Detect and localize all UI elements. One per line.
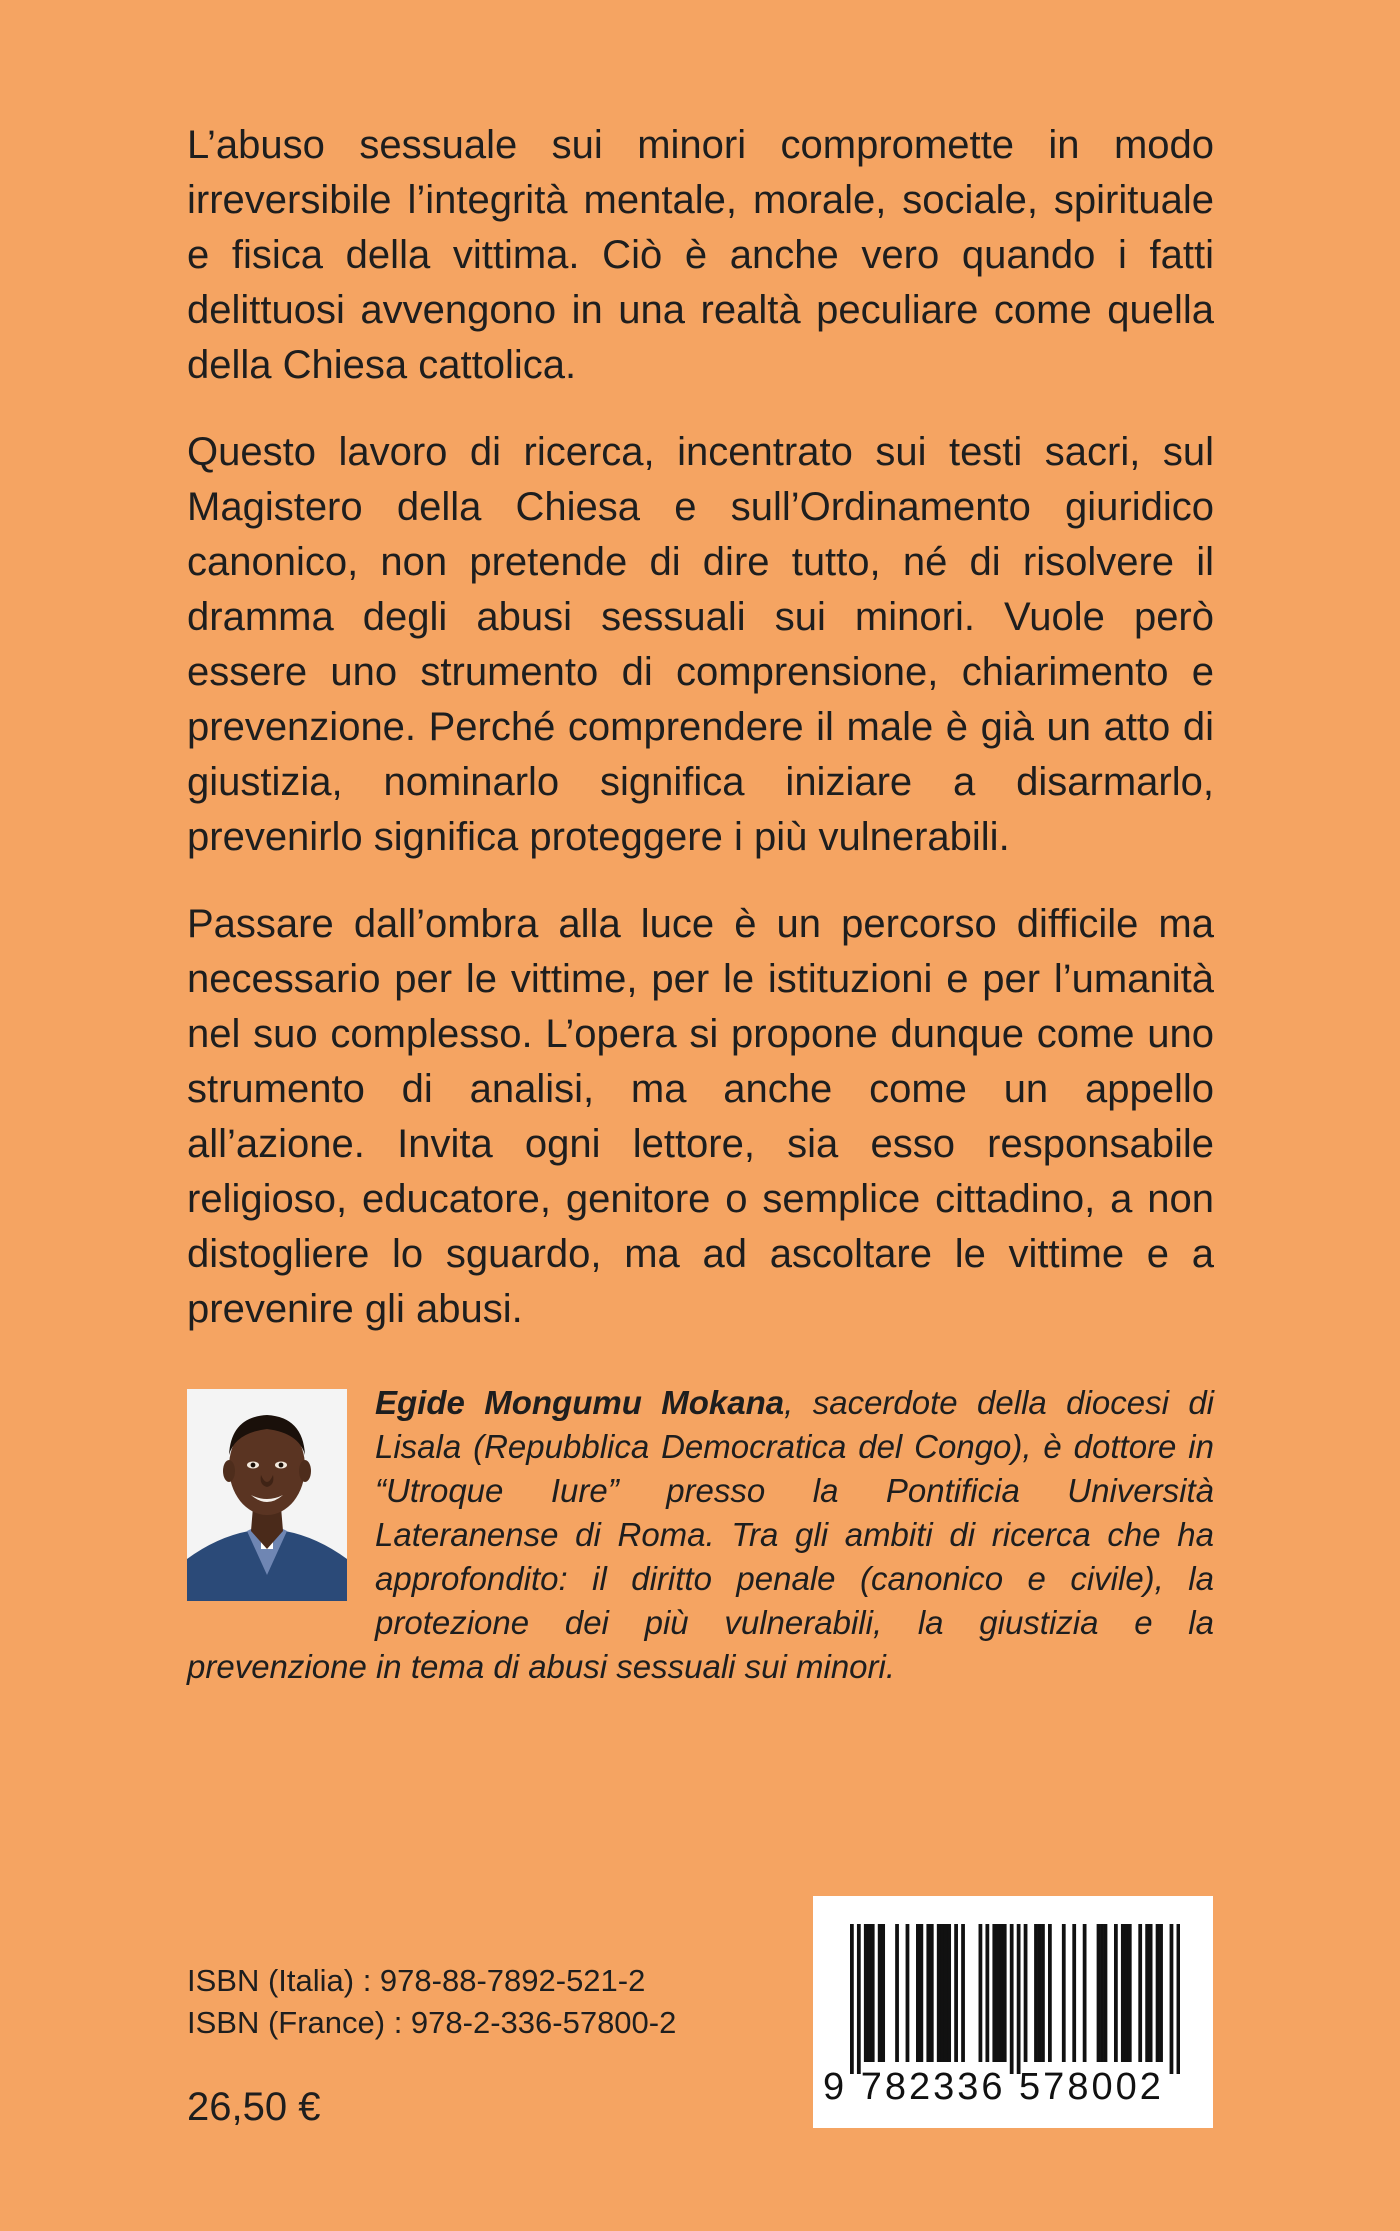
barcode-bar: [992, 1924, 996, 2062]
barcode-bar: [1034, 1924, 1038, 2062]
author-description: , sacerdote della diocesi di Lisala (Repubblica Democratica del Congo), è dottore in “Utroque Iure” presso la Pontificia Università Lateranense di Roma. Tra gli ambiti di ricerca che ha approfondito: il diritto penale (canonico e civile), la protezione dei più vulnerabili, la giustizia e la prevenzione in tema di abusi sessuali sui minori.: [187, 1384, 1214, 1685]
barcode-bar: [996, 1924, 1000, 2062]
barcode-bar: [1121, 1924, 1125, 2062]
barcode-bar: [1003, 1924, 1007, 2062]
barcode-bar: [906, 1924, 910, 2062]
barcode-bar: [867, 1924, 871, 2062]
barcode-bar: [1170, 1924, 1174, 2074]
barcode-bar: [919, 1924, 923, 2062]
barcode-bar: [947, 1924, 951, 2062]
barcode-digits: 9 782336 578002: [823, 2066, 1164, 2108]
barcode-bar: [1010, 1924, 1014, 2074]
barcode-bar: [857, 1924, 861, 2074]
barcode-bar: [1024, 1924, 1028, 2062]
barcode-bar: [871, 1924, 875, 2062]
barcode-bar: [1156, 1924, 1160, 2062]
price-label: 26,50 €: [187, 2085, 321, 2129]
barcode-bar: [940, 1924, 944, 2062]
barcode-bar: [1100, 1924, 1104, 2062]
barcode-bar: [850, 1924, 854, 2074]
paragraph-intro: L’abuso sessuale sui minori compromette in modo irreversibile l’integrità mentale, morale, sociale, spirituale e fisica della vittima. Ciò è anche vero quando i fatti delittuosi avvengono in una realtà peculiare come quella della Chiesa cattolica.: [187, 123, 1214, 387]
isbn-italia: ISBN (Italia) : 978-88-7892-521-2: [187, 1963, 646, 1998]
barcode-bar: [895, 1924, 899, 2062]
barcode-bar: [1048, 1924, 1052, 2062]
barcode-bar: [930, 1924, 934, 2062]
barcode-bar: [1124, 1924, 1128, 2062]
barcode-bar: [954, 1924, 958, 2062]
paragraph-research: Questo lavoro di ricerca, incentrato sui testi sacri, sul Magistero della Chiesa e sull’Ordinamento giuridico canonico, non pretende di dire tutto, né di risolvere il dramma degli abusi sessuali sui minori. Vuole però essere uno strumento di comprensione, chiarimento e prevenzione. Perché comprendere il male è già un atto di giustizia, nominarlo significa iniziare a disarmarlo, prevenirlo significa proteggere i più vulnerabili.: [187, 430, 1214, 859]
barcode-bar: [1177, 1924, 1180, 2074]
barcode-bar: [937, 1924, 941, 2062]
author-name: Egide Mongumu Mokana: [375, 1384, 785, 1421]
barcode-bar: [1041, 1924, 1045, 2062]
author-portrait-icon: [187, 1389, 347, 1601]
author-bio: [187, 1381, 1214, 1689]
barcode-bar: [1072, 1924, 1076, 2062]
barcode-bar: [864, 1924, 868, 2062]
barcode-bar: [926, 1924, 930, 2062]
barcode-bar: [1138, 1924, 1142, 2062]
barcode-bar: [979, 1924, 983, 2062]
barcode-bar: [999, 1924, 1003, 2062]
barcode-bar: [1062, 1924, 1066, 2062]
isbn-france: ISBN (France) : 978-2-336-57800-2: [187, 2005, 677, 2040]
barcode-bar: [916, 1924, 920, 2062]
barcode-bar: [1145, 1924, 1149, 2062]
barcode-bar: [1128, 1924, 1132, 2062]
barcode-bar: [1104, 1924, 1108, 2062]
barcode-bar: [985, 1924, 989, 2062]
barcode-bar: [1097, 1924, 1101, 2062]
barcode-bar: [1149, 1924, 1153, 2062]
barcode-bar: [1083, 1924, 1087, 2062]
paragraph-appeal: Passare dall’ombra alla luce è un percorso difficile ma necessario per le vittime, per le istituzioni e per l’umanità nel suo complesso. L’opera si propone dunque come uno strumento di analisi, ma anche come un appello all’azione. Invita ogni lettore, sia esso responsabile religioso, educatore, genitore o semplice cittadino, a non distogliere lo sguardo, ma ad ascoltare le vittime e a prevenire gli abusi.: [187, 902, 1214, 1331]
barcode-bar: [961, 1924, 965, 2062]
back-cover-text: [187, 118, 1214, 1689]
barcode: [813, 1896, 1213, 2128]
isbn-info: [187, 1960, 676, 2044]
barcode-bar: [944, 1924, 948, 2062]
barcode-bar: [878, 1924, 882, 2062]
barcode-bar: [1159, 1924, 1163, 2062]
barcode-bar: [1114, 1924, 1118, 2062]
ean13-barcode-icon: [850, 1924, 1180, 2074]
barcode-bar: [881, 1924, 885, 2062]
barcode-bar: [1017, 1924, 1021, 2074]
barcode-bar: [1038, 1924, 1042, 2062]
